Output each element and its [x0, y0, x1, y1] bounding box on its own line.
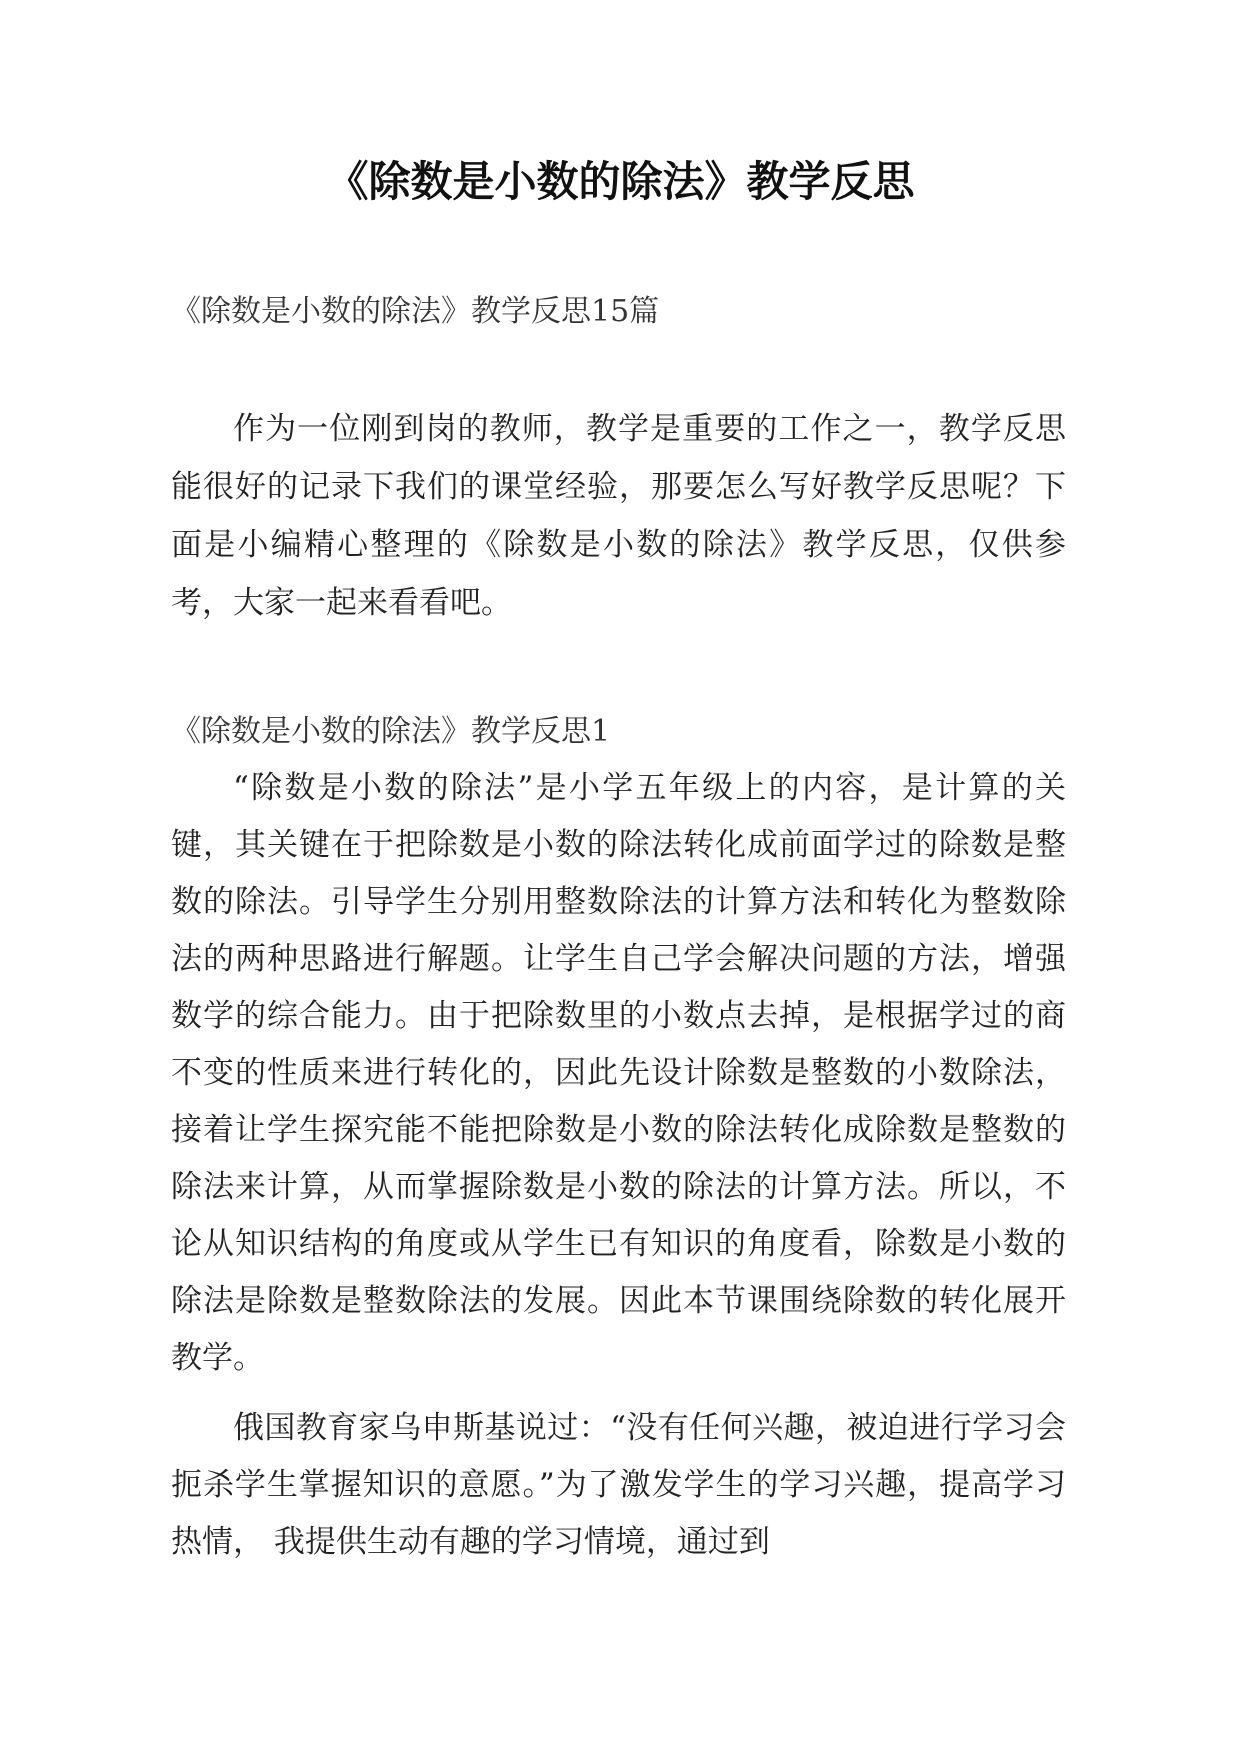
- section-title: 《除数是小数的除法》教学反思1: [171, 714, 611, 749]
- body-paragraph-1: “除数是小数的除法”是小学五年级上的内容，是计算的关键，其关键在于把除数是小数的除法转化成前面学过的除数是整数的除法。引导学生分别用整数除法的计算方法和转化为整数除法的两种思路进行解题。让学生自己学会解决问题的方法，增强数学的综合能力。由于把除数里的小数点去掉，是根据学过的商不变的性质来进行转化的，因此先设计除数是整数的小数除法，接着让学生探究能不能把除数是小数的除法转化成除数是整数的除法来计算，从而掌握除数是小数的除法的计算方法。所以，不论从知识结构的角度或从学生已有知识的角度看，除数是小数的除法是除数是整数除法的发展。因此本节课围绕除数的转化展开教学。: [171, 770, 1066, 1376]
- document-subtitle: 《除数是小数的除法》教学反思15篇: [171, 294, 660, 329]
- body-paragraph-2: 俄国教育家乌申斯基说过：“没有任何兴趣，被迫进行学习会扼杀学生掌握知识的意愿。”为了激发学生的学习兴趣，提高学习热情， 我提供生动有趣的学习情境，通过到: [171, 1410, 1066, 1560]
- intro-paragraph: 作为一位刚到岗的教师，教学是重要的工作之一，教学反思能很好的记录下我们的课堂经验，那要怎么写好教学反思呢？下面是小编精心整理的《除数是小数的除法》教学反思，仅供参考，大家一起来看看吧。: [171, 411, 1066, 621]
- document-title: 《除数是小数的除法》教学反思: [326, 157, 915, 206]
